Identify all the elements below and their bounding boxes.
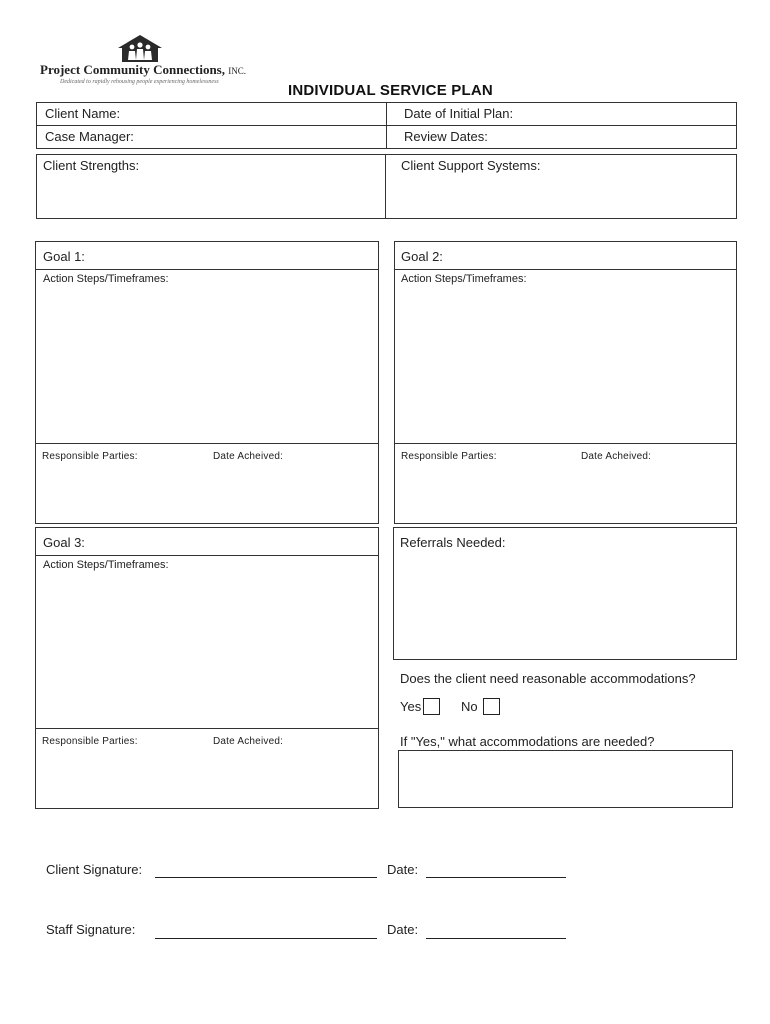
client-info-row-divider bbox=[36, 125, 737, 126]
strengths-table bbox=[36, 154, 737, 219]
staff-signature-label: Staff Signature: bbox=[46, 922, 136, 937]
org-suffix-text: INC. bbox=[228, 66, 246, 76]
accommodations-followup-label: If "Yes," what accommodations are needed? bbox=[400, 734, 655, 749]
goal-2-section-divider bbox=[394, 443, 737, 444]
client-date-line[interactable] bbox=[426, 877, 566, 878]
no-label: No bbox=[461, 699, 478, 714]
case-manager-label: Case Manager: bbox=[45, 129, 134, 144]
client-signature-line[interactable] bbox=[155, 877, 377, 878]
goal-1-action-label: Action Steps/Timeframes: bbox=[43, 273, 169, 285]
goal-2-title: Goal 2: bbox=[401, 249, 443, 264]
review-dates-label: Review Dates: bbox=[404, 129, 488, 144]
goal-1-responsible-label: Responsible Parties: bbox=[42, 451, 138, 462]
goal-1-title: Goal 1: bbox=[43, 249, 85, 264]
staff-date-line[interactable] bbox=[426, 938, 566, 939]
client-strengths-label: Client Strengths: bbox=[43, 158, 140, 173]
goal-3-responsible-label: Responsible Parties: bbox=[42, 736, 138, 747]
organization-name bbox=[40, 62, 246, 78]
goal-3-action-label: Action Steps/Timeframes: bbox=[43, 559, 169, 571]
client-date-label: Date: bbox=[387, 862, 419, 877]
strengths-divider bbox=[385, 154, 386, 219]
yes-label: Yes bbox=[400, 699, 422, 714]
goal-1-date-label: Date Acheived: bbox=[213, 451, 284, 462]
referrals-needed-label: Referrals Needed: bbox=[400, 535, 506, 550]
goal-1-title-divider bbox=[35, 269, 379, 270]
goal-2-action-label: Action Steps/Timeframes: bbox=[401, 273, 527, 285]
goal-3-section-divider bbox=[35, 728, 379, 729]
page-title: INDIVIDUAL SERVICE PLAN bbox=[288, 82, 493, 99]
no-checkbox[interactable] bbox=[483, 698, 500, 715]
accommodations-question: Does the client need reasonable accommodations? bbox=[400, 671, 696, 686]
goal-2-responsible-label: Responsible Parties: bbox=[401, 451, 497, 462]
staff-date-label: Date: bbox=[387, 922, 419, 937]
accommodations-input[interactable] bbox=[398, 750, 733, 808]
goal-3-date-label: Date Acheived: bbox=[213, 736, 284, 747]
date-initial-plan-label: Date of Initial Plan: bbox=[404, 106, 514, 121]
house-people-icon bbox=[116, 34, 164, 64]
goal-3-title: Goal 3: bbox=[43, 535, 85, 550]
client-name-label: Client Name: bbox=[45, 106, 121, 121]
organization-logo bbox=[116, 34, 164, 64]
goal-1-section-divider bbox=[35, 443, 379, 444]
goal-2-date-label: Date Acheived: bbox=[581, 451, 652, 462]
goal-2-title-divider bbox=[394, 269, 737, 270]
organization-tagline: Dedicated to rapidly rehousing people experiencing homelessness bbox=[60, 79, 219, 85]
client-support-systems-label: Client Support Systems: bbox=[401, 158, 541, 173]
yes-checkbox[interactable] bbox=[423, 698, 440, 715]
staff-signature-line[interactable] bbox=[155, 938, 377, 939]
goal-3-title-divider bbox=[35, 555, 379, 556]
client-signature-label: Client Signature: bbox=[46, 862, 143, 877]
org-name-text: Project Community Connections, bbox=[40, 62, 225, 77]
